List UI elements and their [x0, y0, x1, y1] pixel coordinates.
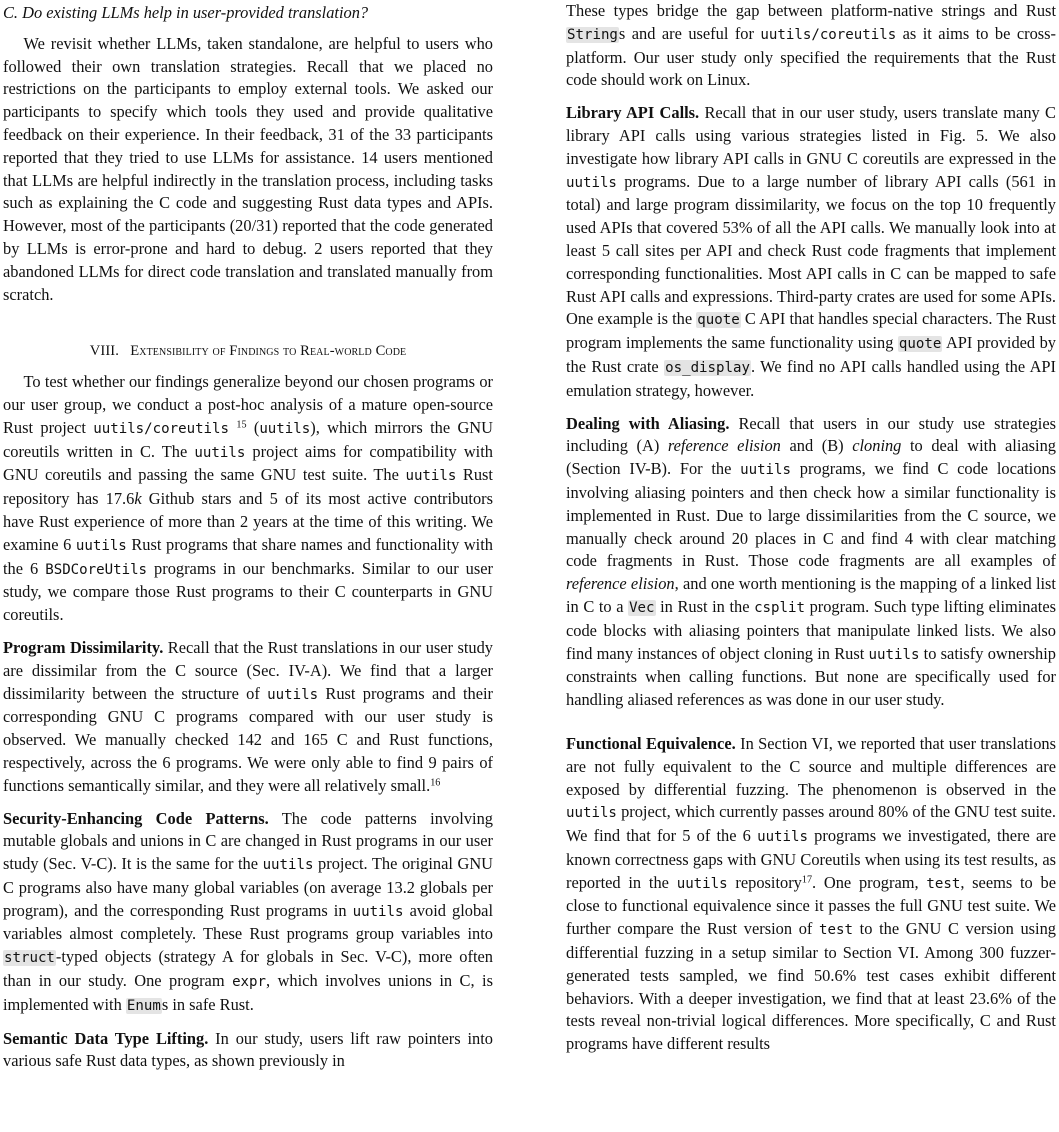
code-uutils: uutils [259, 420, 311, 437]
code-struct: struct [4, 950, 55, 967]
paragraph-heading: Program Dissimilarity. [3, 637, 164, 657]
code-bsdcoreutils: BSDCoreUtils [45, 561, 148, 578]
italic-term: cloning [852, 436, 902, 456]
text-run: project. The original GNU C programs also have many global variables (on average 13.2 globals per program), and the corresponding Rust programs in [3, 854, 494, 920]
text-run: Rust programs that share names and functionality with the 6 [3, 534, 493, 578]
code-uutils-coreutils: uutils/coreutils [93, 420, 230, 437]
section-viii-heading [3, 340, 493, 363]
left-column [3, 0, 493, 1073]
text-run: ), which mirrors the GNU coreutils written in C. The [3, 417, 493, 461]
code-csplit: csplit [754, 599, 805, 616]
text-run: programs, we find C code locations involving aliasing pointers and then check how a similar functionality is implemented in Rust. Due to large dissimilarities from the C source, we manually check around 20 places in C and find 4 with clear matching code fragments in Rust. Those code fragments are all examples of [566, 459, 1056, 571]
text-run: . We find no API calls handled using the API emulation strategy, however. [566, 356, 1056, 400]
code-os-display: os_display [665, 359, 750, 376]
paragraph-heading: Dealing with Aliasing. [566, 413, 730, 433]
text-run: Github stars and 5 of its most active contributors have Rust experience of more than 2 years at the time of this writing. We examine 6 [3, 489, 493, 554]
text-run: program. Such type lifting eliminates code blocks with aliasing pointers that manipulate linked lists. We also find many instances of object cloning in Rust [566, 596, 1056, 663]
code-uutils: uutils [352, 903, 404, 920]
llm-paragraph: We revisit whether LLMs, taken standalone, are helpful to users who followed their own translation strategies. Recall that we placed no restrictions on the participants to employ external tools. We asked our participants to specify which tools they used and provide qualitative feedback on their experience. In their feedback, 31 of the 33 participants reported that they tried to use LLMs for assistance. 14 users mentioned that LLMs are helpful indirectly in the translation process, including tasks such as explaining the C code and suggesting Rust data types and APIs. However, most of the participants (20/31) reported that the code generated by LLMs is error-prone and hard to debug. 2 users reported that they abandoned LLMs for direct code translation and translated manually from scratch. [3, 33, 493, 304]
text-run: to the GNU C version using differential fuzzing in a setup similar to Section VI. Among 300 fuzzer-generated tests sampled, we find 50.6% test cases exhibit different behaviors. With a deeper investigation, we find that at least 23.6% of the tests reveal non-trivial logical differences. More specifically, C and Rust programs have different results [566, 919, 1056, 1054]
section-viii-intro-paragraph [3, 371, 493, 627]
italic-term: reference elision [667, 436, 781, 456]
aliasing-paragraph [566, 413, 1056, 712]
text-run: C API that handles special characters. The Rust program implements the same functionality using [566, 309, 1056, 353]
text-run: Recall that in our user study, users translate many C library API calls using various strategies listed in Fig. 5. We also investigate how library API calls in GNU C coreutils are expressed in the [566, 103, 1056, 168]
code-uutils: uutils [405, 468, 457, 485]
code-quote: quote [898, 336, 942, 353]
program-dissimilarity-paragraph [3, 637, 493, 798]
code-test: test [926, 875, 961, 892]
italic-k: k [134, 489, 142, 509]
text-run: repository [727, 872, 802, 892]
text-run: -typed objects (strategy A for globals in Sec. V-C), more often than in our study. One program [3, 947, 493, 991]
text-run: , seems to be close to functional equivalence since it passes the full GNU test suite. We further compare the Rust version of [566, 872, 1056, 939]
text-run: programs. Due to a large number of library API calls (561 in total) and large program dissimilarity, we focus on the top 10 frequently used APIs that covered 53% of all the API calls. We manually look into at least 5 call sites per API and check Rust code fragments that implement corresponding functionalities. Most API calls in C can be mapped to safe Rust API calls and expressions. Third-party crates are used for some APIs. One example is the [566, 171, 1056, 329]
code-uutils: uutils [868, 646, 920, 663]
paragraph-heading: Functional Equivalence. [566, 733, 736, 753]
code-uutils: uutils [566, 805, 617, 822]
code-uutils: uutils [267, 686, 319, 703]
text-run: project, which currently passes around 80% of the GNU test suite. We find that for 5 of the 6 [566, 802, 1056, 846]
text-run: programs we investigated, there are known correctness gaps with GNU Coreutils when using its test results, as reported in the [566, 826, 1057, 892]
continued-paragraph [566, 0, 1056, 92]
text-run: to satisfy ownership constraints when calling functions. But none are specifically used for handling aliased references as was done in our user study. [566, 643, 1056, 710]
text-run: In our study, users lift raw pointers into various safe Rust data types, as shown previously in [3, 1028, 493, 1071]
library-api-paragraph [566, 102, 1056, 402]
text-run: as it aims to be cross-platform. Our user study only specified the requirements that the Rust code should work on Linux. [566, 23, 1056, 90]
paragraph-heading: Semantic Data Type Lifting. [3, 1028, 209, 1048]
code-expr: expr [232, 974, 267, 991]
code-uutils: uutils [194, 444, 246, 461]
text-run: avoid global variables almost completely. These Rust programs group variables into [3, 900, 493, 944]
paragraph-heading: Library API Calls. [566, 103, 700, 123]
text-run: Recall that the Rust translations in our user study are dissimilar from the C source (Sec. IV-A). We find that a larger dissimilarity between the structure of [3, 637, 493, 703]
text-run: , which involves unions in C, is implemented with [3, 971, 493, 1014]
section-viii-title: Extensibility of Findings to Real-world Code [130, 343, 407, 360]
security-patterns-paragraph [3, 808, 493, 1018]
text-run: Rust programs and their corresponding GNU C programs compared with our user study is observed. We manually checked 142 and 165 C and Rust functions, respectively, across the 6 programs. We were only able to find 9 pairs of functions semantically similar, and they were all relatively small. [3, 683, 493, 795]
section-viii-number: VIII. [89, 343, 119, 360]
text-run: to deal with aliasing (Section IV-B). For the [566, 436, 1056, 479]
text-run: API provided by the Rust crate [566, 333, 1056, 376]
paragraph-heading: Security-Enhancing Code Patterns. [3, 808, 269, 828]
right-column [566, 0, 1056, 1056]
functional-equivalence-paragraph [566, 733, 1056, 1056]
code-uutils: uutils [676, 875, 728, 892]
code-uutils: uutils [566, 174, 617, 191]
italic-term: reference elision [566, 574, 675, 594]
text-run: s in safe Rust. [161, 994, 254, 1014]
text-run: In Section VI, we reported that user translations are not fully equivalent to the C source and multiple differences are exposed by differential fuzzing. The phenomenon is observed in the [566, 733, 1056, 799]
code-uutils: uutils [757, 829, 808, 846]
text-run: The code patterns involving mutable globals and unions in C are changed in Rust programs in our user study (Sec. V-C). It is the same for the [3, 808, 493, 874]
code-uutils: uutils [75, 537, 127, 554]
code-uutils: uutils [740, 462, 792, 479]
text-run: ( [246, 417, 260, 437]
footnote-ref-17: 17 [801, 874, 813, 886]
code-uutils-coreutils: uutils/coreutils [760, 26, 897, 43]
subsection-c-title: C. Do existing LLMs help in user-provided translation? [3, 3, 369, 22]
text-run: Recall that users in our study use strategies including (A) [566, 413, 1056, 456]
text-run: project aims for compatibility with GNU coreutils and passing the same GNU test suite. The [3, 441, 493, 485]
code-test: test [819, 922, 853, 939]
footnote-ref-16: 16 [430, 777, 441, 789]
footnote-ref-15: 15 [236, 419, 247, 431]
text-run: in Rust in the [655, 596, 755, 616]
code-quote: quote [697, 312, 740, 329]
text-run: programs in our benchmarks. Similar to our user study, we compare those Rust programs to their C counterparts in GNU coreutils. [3, 558, 493, 625]
text-run: s and are useful for [618, 23, 761, 43]
text-run: . One program, [812, 872, 927, 892]
code-uutils: uutils [262, 857, 314, 874]
code-enum: Enum [126, 997, 161, 1014]
text-run: and (B) [780, 436, 853, 456]
text-run: To test whether our findings generalize beyond our chosen programs or our user group, we conduct a post-hoc analysis of a mature open-source Rust project [3, 372, 493, 437]
text-run: Rust repository has 17.6 [3, 465, 493, 509]
code-vec: Vec [629, 599, 655, 616]
text-run: , and one worth mentioning is the mapping of a linked list in C to a [566, 574, 1056, 616]
type-lifting-paragraph [3, 1028, 493, 1074]
code-string: String [567, 26, 618, 43]
text-run: These types bridge the gap between platform-native strings and Rust [566, 1, 1056, 20]
